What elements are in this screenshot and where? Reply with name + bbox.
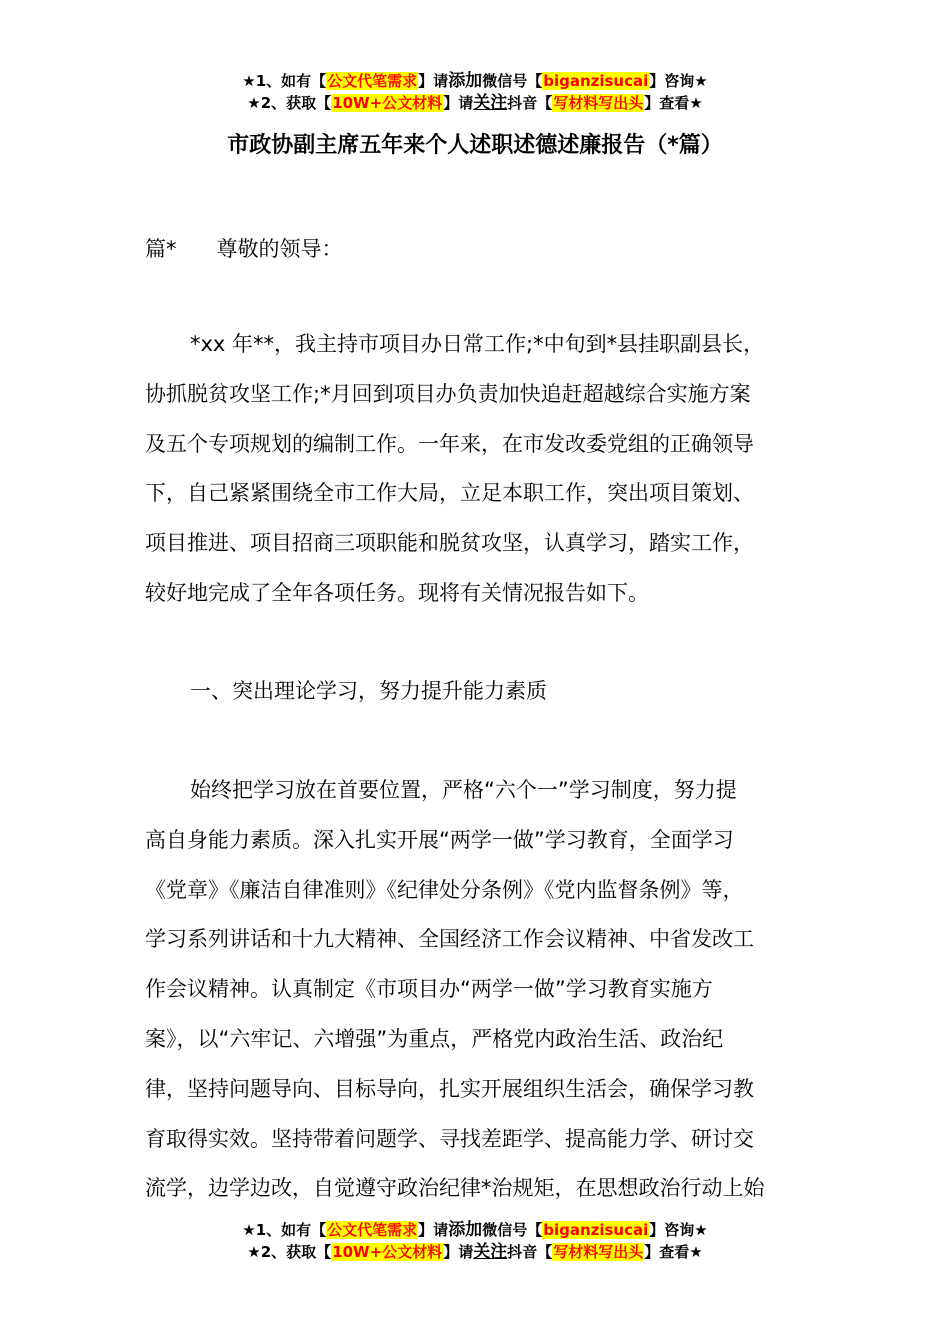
banner-text: 】查看★ bbox=[644, 1243, 703, 1261]
banner-text: ★2、获取【 bbox=[247, 94, 332, 112]
banner-highlight: biganzisucai bbox=[543, 1221, 649, 1239]
salutation bbox=[145, 225, 835, 275]
banner-text: 抖音【 bbox=[507, 94, 553, 112]
banner-text: ★2、获取【 bbox=[247, 1243, 332, 1261]
paragraph-line: 协抓脱贫攻坚工作;*月回到项目办负责加快追赶超越综合实施方案 bbox=[145, 381, 751, 406]
bottom-banner bbox=[0, 1219, 950, 1263]
banner-text: 微信号【 bbox=[482, 72, 543, 90]
paragraph-1 bbox=[145, 320, 835, 619]
paragraph-2 bbox=[145, 766, 835, 1214]
banner-text: 】请 bbox=[443, 1243, 474, 1261]
banner-line-1 bbox=[0, 70, 950, 92]
top-banner bbox=[0, 70, 950, 114]
banner-emphasis: 关注 bbox=[473, 93, 508, 113]
banner-highlight: biganzisucai bbox=[543, 72, 649, 90]
banner-line-1 bbox=[0, 1219, 950, 1241]
banner-text: 】咨询★ bbox=[649, 72, 708, 90]
banner-text: 抖音【 bbox=[507, 1243, 553, 1261]
paragraph-line: 律，坚持问题导向、目标导向，扎实开展组织生活会，确保学习教 bbox=[145, 1076, 754, 1101]
salutation-text: 尊敬的领导： bbox=[216, 237, 343, 261]
paragraph-line: 下，自己紧紧围绕全市工作大局，立足本职工作，突出项目策划、 bbox=[145, 481, 754, 506]
paragraph-line: 高自身能力素质。深入扎实开展“两学一做”学习教育，全面学习 bbox=[145, 827, 734, 852]
banner-text: 微信号【 bbox=[482, 1221, 543, 1239]
banner-text: 】查看★ bbox=[644, 94, 703, 112]
banner-line-2 bbox=[0, 1241, 950, 1263]
banner-highlight: 10W+公文材料 bbox=[332, 1243, 443, 1261]
banner-emphasis: 添加 bbox=[448, 1220, 483, 1240]
banner-highlight: 公文代笔需求 bbox=[327, 1221, 418, 1239]
paragraph-line: 作会议精神。认真制定《市项目办“两学一做”学习教育实施方 bbox=[145, 977, 713, 1002]
section-heading bbox=[145, 667, 835, 717]
banner-emphasis: 添加 bbox=[448, 71, 483, 91]
banner-text: 】咨询★ bbox=[649, 1221, 708, 1239]
banner-text: 】请 bbox=[418, 72, 449, 90]
paragraph-line: 学习系列讲话和十九大精神、全国经济工作会议精神、中省发改工 bbox=[145, 927, 754, 952]
banner-text: ★1、如有【 bbox=[242, 72, 327, 90]
banner-highlight: 写材料写出头 bbox=[553, 1243, 644, 1261]
paragraph-line: 流学，边学边改，自觉遵守政治纪律*治规矩，在思想政治行动上始 bbox=[145, 1176, 765, 1201]
document-title: 市政协副主席五年来个人述职述德述廉报告（*篇） bbox=[227, 133, 723, 158]
paragraph-line: 较好地完成了全年各项任务。现将有关情况报告如下。 bbox=[145, 580, 649, 605]
banner-text: ★1、如有【 bbox=[242, 1221, 327, 1239]
paragraph-line: 育取得实效。坚持带着问题学、寻找差距学、提高能力学、研讨交 bbox=[145, 1126, 754, 1151]
paragraph-line: 项目推进、项目招商三项职能和脱贫攻坚，认真学习，踏实工作， bbox=[145, 531, 754, 556]
section-heading-text: 一、突出理论学习，努力提升能力素质 bbox=[190, 679, 547, 703]
banner-line-2 bbox=[0, 92, 950, 114]
banner-text: 】请 bbox=[418, 1221, 449, 1239]
banner-highlight: 10W+公文材料 bbox=[332, 94, 443, 112]
paragraph-line: 案》，以“六牢记、六增强”为重点，严格党内政治生活、政治纪 bbox=[145, 1026, 724, 1051]
banner-highlight: 公文代笔需求 bbox=[327, 72, 418, 90]
paragraph-line: 《党章》《廉洁自律准则》《纪律处分条例》《党内监督条例》等， bbox=[145, 877, 744, 902]
banner-text: 】请 bbox=[443, 94, 474, 112]
banner-emphasis: 关注 bbox=[473, 1242, 508, 1262]
paragraph-line: 始终把学习放在首要位置，严格“六个一”学习制度，努力提 bbox=[190, 778, 737, 802]
banner-highlight: 写材料写出头 bbox=[553, 94, 644, 112]
paragraph-line: *xx 年**，我主持市项目办日常工作;*中旬到*县挂职副县长， bbox=[190, 332, 765, 356]
paragraph-line: 及五个专项规划的编制工作。一年来，在市发改委党组的正确领导 bbox=[145, 431, 754, 456]
section-label: 篇* bbox=[145, 237, 177, 261]
